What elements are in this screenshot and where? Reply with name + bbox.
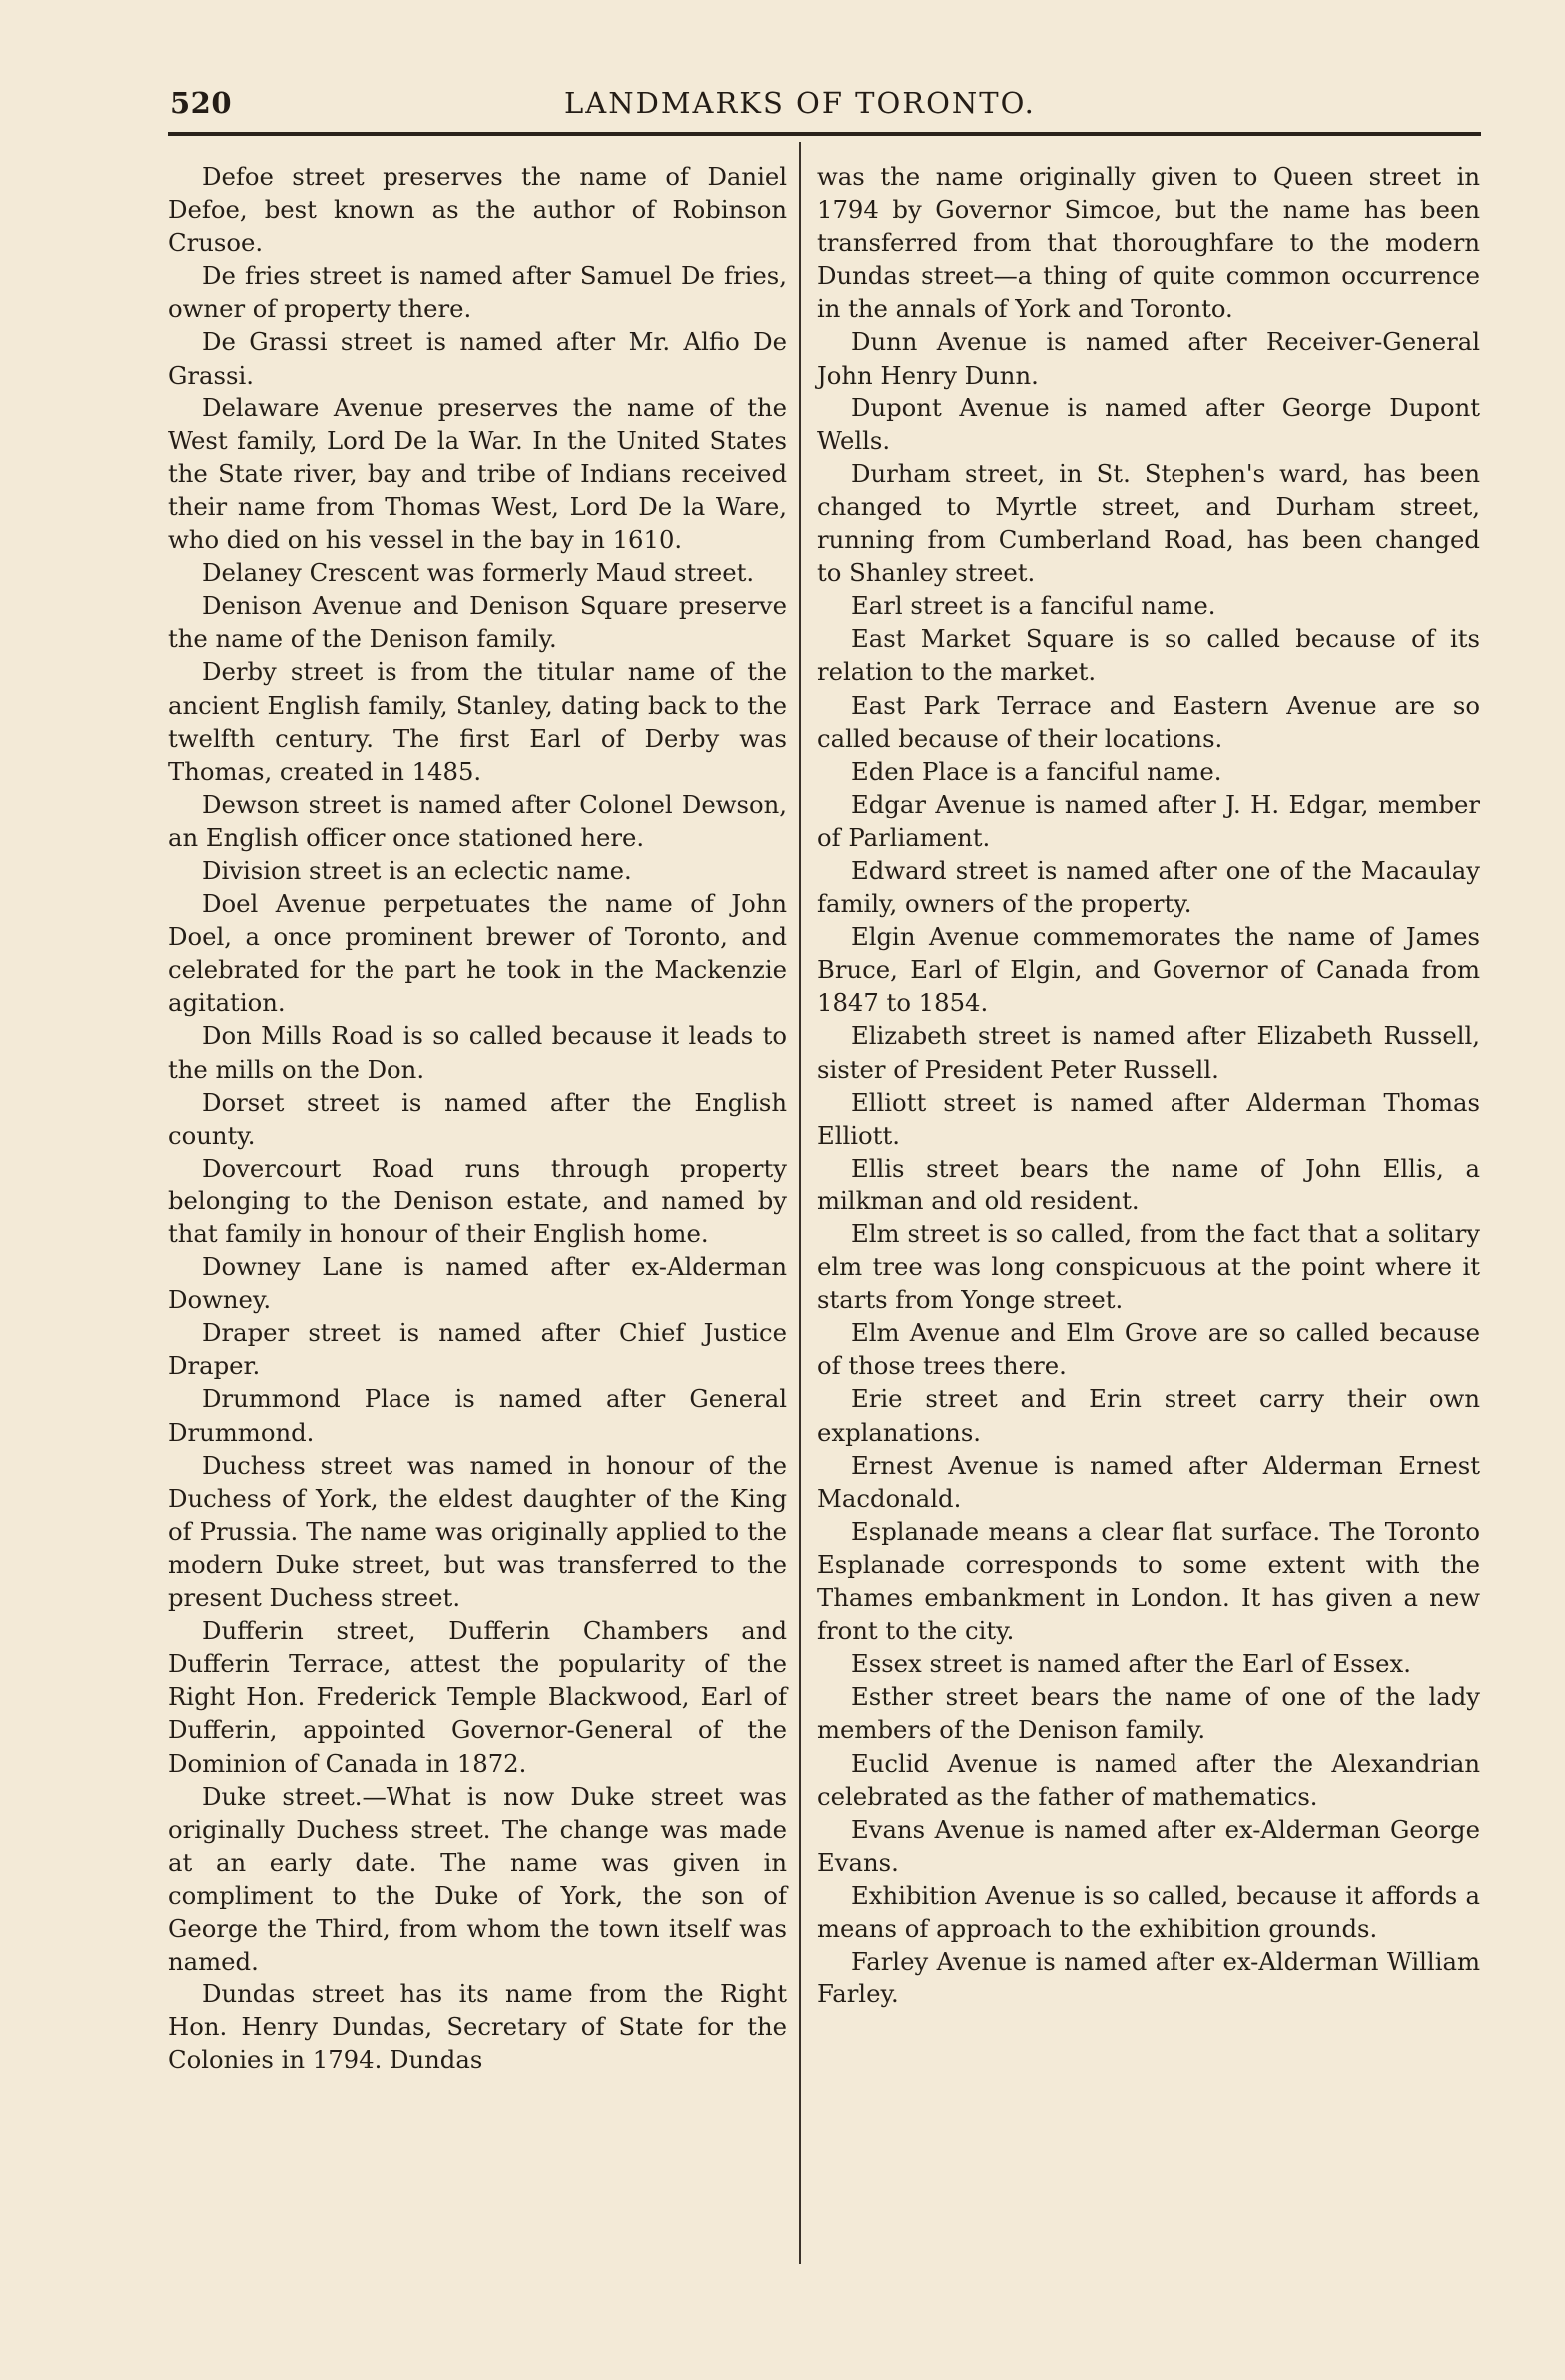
right-column xyxy=(817,160,1480,2010)
page-number: 520 xyxy=(170,86,233,120)
entry-farley-avenue: Farley Avenue is named after ex-Alderman William Farley. xyxy=(817,1947,1480,2009)
entry-draper-street: Draper street is named after Chief Justice Draper. xyxy=(168,1318,787,1381)
entry-esther-street: Esther street bears the name of one of the lady members of the Denison family. xyxy=(817,1682,1480,1745)
entry-east-park-terrace: East Park Terrace and Eastern Avenue are so called because of their locations. xyxy=(817,690,1480,753)
entry-elliott-street: Elliott street is named after Alderman Thomas Elliott. xyxy=(817,1087,1480,1150)
entry-esplanade: Esplanade means a clear flat surface. The Toronto Esplanade corresponds to some extent with the Thames embankment in London. It has given a new front to the city. xyxy=(817,1516,1480,1646)
entry-duchess-street: Duchess street was named in honour of the Duchess of York, the eldest daughter of the King of Prussia. The name was originally applied to the modern Duke street, but was transferred to the present Duchess street. xyxy=(168,1450,787,1613)
entry-essex-street: Essex street is named after the Earl of Essex. xyxy=(851,1649,1411,1679)
entry-elgin-avenue: Elgin Avenue commemorates the name of James Bruce, Earl of Elgin, and Governor of Canada from 1847 to 1854. xyxy=(817,922,1480,1018)
entry-de-fries-street: De fries street is named after Samuel De fries, owner of property there. xyxy=(168,261,787,324)
entry-dundas-street-continued: was the name originally given to Queen street in 1794 by Governor Simcoe, but the name has been transferred from that thoroughfare to the modern Dundas street—a thing of quite common occurrence in the annals of York and Toronto. xyxy=(817,162,1480,324)
entry-elm-avenue: Elm Avenue and Elm Grove are so called because of those trees there. xyxy=(817,1318,1480,1381)
column-divider xyxy=(799,142,801,2264)
entry-dewson-street: Dewson street is named after Colonel Dewson, an English officer once stationed here. xyxy=(168,789,787,852)
entry-derby-street: Derby street is from the titular name of the ancient English family, Stanley, dating back to the twelfth century. The first Earl of Derby was Thomas, created in 1485. xyxy=(168,657,787,786)
entry-euclid-avenue: Euclid Avenue is named after the Alexandrian celebrated as the father of mathematics. xyxy=(817,1748,1480,1811)
entry-delaware-avenue: Delaware Avenue preserves the name of the West family, Lord De la War. In the United States the State river, bay and tribe of Indians received their name from Thomas West, Lord De la Ware, who died on his vessel in the bay in 1610. xyxy=(168,393,787,555)
left-column xyxy=(168,160,787,2076)
entry-duke-street: Duke street.—What is now Duke street was originally Duchess street. The change was made at an early date. The name was given in compliment to the Duke of York, the son of George the Third, from whom the town itself was named. xyxy=(168,1781,787,1977)
entry-elm-street: Elm street is so called, from the fact that a solitary elm tree was long conspicuous at the point where it starts from Yonge street. xyxy=(817,1219,1480,1315)
entry-ernest-avenue: Ernest Avenue is named after Alderman Ernest Macdonald. xyxy=(817,1450,1480,1513)
entry-ellis-street: Ellis street bears the name of John Ellis, a milkman and old resident. xyxy=(817,1153,1480,1215)
entry-elizabeth-street: Elizabeth street is named after Elizabeth Russell, sister of President Peter Russell. xyxy=(817,1021,1480,1084)
entry-edward-street: Edward street is named after one of the Macaulay family, owners of the property. xyxy=(817,855,1480,919)
entry-durham-street: Durham street, in St. Stephen's ward, has been changed to Myrtle street, and Durham street, running from Cumberland Road, has been changed to Shanley street. xyxy=(817,458,1480,588)
entry-don-mills-road: Don Mills Road is so called because it leads to the mills on the Don. xyxy=(168,1021,787,1084)
running-title: LANDMARKS OF TORONTO. xyxy=(564,86,1036,120)
entry-dufferin-street: Dufferin street, Dufferin Chambers and Dufferin Terrace, attest the popularity of the Right Hon. Frederick Temple Blackwood, Earl of Dufferin, appointed Governor-General of the Dominion of Canada in 1872. xyxy=(168,1616,787,1778)
entry-evans-avenue: Evans Avenue is named after ex-Alderman George Evans. xyxy=(817,1814,1480,1877)
entry-doel-avenue: Doel Avenue perpetuates the name of John Doel, a once prominent brewer of Toronto, and celebrated for the part he took in the Mackenzie agitation. xyxy=(168,889,787,1018)
entry-dovercourt-road: Dovercourt Road runs through property belonging to the Denison estate, and named by that family in honour of their English home. xyxy=(168,1153,787,1248)
entry-de-grassi-street: De Grassi street is named after Mr. Alfio De Grassi. xyxy=(168,327,787,390)
entry-downey-lane: Downey Lane is named after ex-Alderman Downey. xyxy=(168,1252,787,1315)
entry-east-market-square: East Market Square is so called because of its relation to the market. xyxy=(817,624,1480,687)
entry-edgar-avenue: Edgar Avenue is named after J. H. Edgar, member of Parliament. xyxy=(817,789,1480,852)
entry-delaney-crescent: Delaney Crescent was formerly Maud street. xyxy=(202,558,755,588)
entry-drummond-place: Drummond Place is named after General Drummond. xyxy=(168,1384,787,1447)
entry-defoe-street: Defoe street preserves the name of Daniel Defoe, best known as the author of Robinson Crusoe. xyxy=(168,162,787,258)
entry-earl-street: Earl street is a fanciful name. xyxy=(851,591,1216,621)
entry-dunn-avenue: Dunn Avenue is named after Receiver-General John Henry Dunn. xyxy=(817,327,1480,390)
header-rule xyxy=(168,132,1481,136)
entry-denison-avenue: Denison Avenue and Denison Square preserve the name of the Denison family. xyxy=(168,591,787,654)
entry-eden-place: Eden Place is a fanciful name. xyxy=(851,756,1222,786)
entry-dupont-avenue: Dupont Avenue is named after George Dupont Wells. xyxy=(817,393,1480,455)
entry-exhibition-avenue: Exhibition Avenue is so called, because it affords a means of approach to the exhibition grounds. xyxy=(817,1880,1480,1943)
page-header xyxy=(170,80,1478,132)
entry-erie-street: Erie street and Erin street carry their own explanations. xyxy=(817,1384,1480,1447)
entry-division-street: Division street is an eclectic name. xyxy=(202,855,632,885)
entry-dundas-street: Dundas street has its name from the Right Hon. Henry Dundas, Secretary of State for the Colonies in 1794. Dundas xyxy=(168,1980,787,2075)
entry-dorset-street: Dorset street is named after the English county. xyxy=(168,1087,787,1150)
